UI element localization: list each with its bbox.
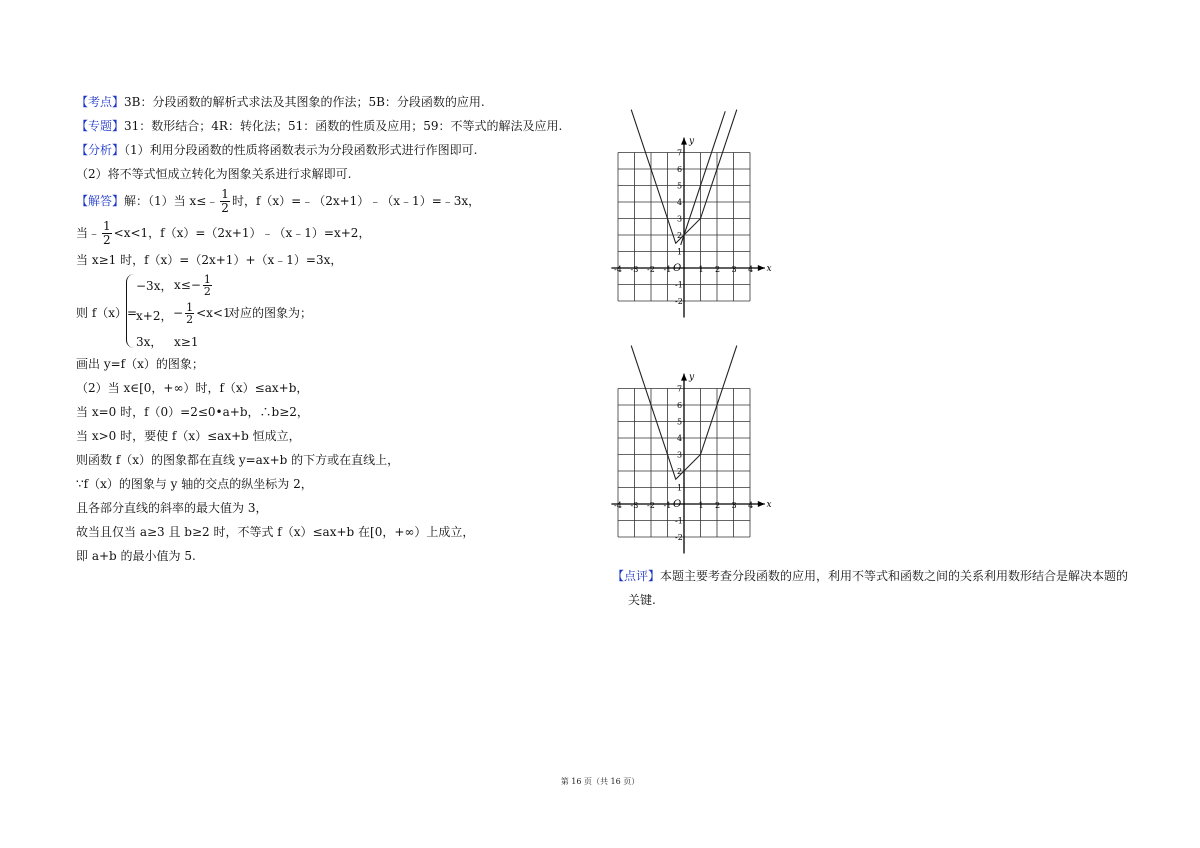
y-tick-label: 1 [677, 247, 683, 257]
x-axis-label: x [766, 500, 772, 510]
jieda-text-8: 当 x>0 时，要使 f（x）≤ax+b 恒成立， [76, 429, 301, 443]
x-tick-label: 3 [731, 501, 737, 510]
x-tick-label: 4 [748, 501, 754, 510]
jieda-text-12: 故当且仅当 a≥3 且 b≥2 时，不等式 f（x）≤ax+b 在[0，+∞）上成立， [76, 525, 475, 539]
y-axis-arrow [681, 374, 687, 381]
fraction-half [185, 302, 194, 325]
jieda-line-7 [76, 404, 309, 420]
jieda-text-5: 画出 y=f（x）的图象； [76, 357, 204, 371]
piecewise-suffix-text: 对应的图象为； [228, 306, 313, 320]
jieda-line-1 [76, 188, 480, 215]
x-tick-label: 3 [731, 265, 737, 274]
case-2-cond: <x<1 [196, 306, 231, 320]
jieda-line-11 [76, 500, 267, 516]
fraction-numerator: 1 [203, 273, 211, 286]
origin-label: O [673, 499, 682, 510]
page-footer: 第 16 页（共 16 页） [560, 777, 640, 786]
x-tick-label: -3 [630, 501, 639, 510]
dianping-line [612, 568, 1128, 584]
x-tick-label: -2 [647, 265, 655, 274]
y-tick-label: -1 [675, 516, 683, 526]
origin-label: O [673, 263, 682, 274]
dianping-tag: 【点评】 [612, 569, 661, 583]
piecewise-suffix [228, 305, 312, 321]
jieda-line-5 [76, 356, 204, 372]
x-tick-label: 2 [715, 501, 721, 510]
jieda-line-6 [76, 380, 308, 396]
y-axis-label: y [689, 372, 695, 383]
y-tick-label: 2 [677, 231, 683, 240]
y-tick-label: 1 [677, 483, 683, 493]
jieda-line-9 [76, 452, 399, 468]
fraction-denominator: 2 [221, 201, 229, 215]
zhuanti-tag: 【专题】 [76, 119, 125, 133]
jieda-text-1b: 时，f（x）=﹣（2x+1）﹣（x﹣1）=﹣3x， [231, 194, 481, 208]
y-tick-label: 3 [677, 214, 683, 224]
jieda-line-3 [76, 252, 342, 268]
x-tick-label: 4 [748, 265, 754, 274]
x-tick-label: 2 [715, 265, 721, 274]
x-tick-label: -3 [630, 265, 639, 274]
fenxi-line-2 [76, 166, 351, 182]
piecewise-label: 则 f（x）= [76, 306, 138, 320]
jieda-tag: 【解答】 [76, 194, 125, 208]
kaodian-tag: 【考点】 [76, 95, 125, 109]
y-tick-label: 5 [677, 181, 683, 191]
jieda-text-3: 当 x≥1 时，f（x）=（2x+1）+（x﹣1）=3x， [76, 253, 343, 267]
y-tick-label: 6 [677, 165, 683, 174]
piecewise-case-1 [136, 278, 172, 294]
jieda-text-7: 当 x=0 时，f（0）=2≤0•a+b，∴b≥2， [76, 405, 309, 419]
y-tick-label: -2 [675, 533, 683, 542]
x-tick-label: -4 [614, 501, 622, 510]
piecewise-case-3-cond [174, 334, 198, 350]
x-tick-label: -1 [663, 501, 672, 510]
dianping-text: 本题主要考查分段函数的应用，利用不等式和函数之间的关系利用数形结合是解决本题的 [660, 569, 1129, 583]
piecewise-case-2-cond: − $\frac{1}{2}$ <x<1 [173, 301, 231, 326]
jieda-text-10: ∵f（x）的图象与 y 轴的交点的纵坐标为 2， [76, 477, 313, 491]
fenxi-text: （1）利用分段函数的性质将函数表示为分段函数形式进行作图即可. [124, 143, 478, 157]
fraction-half [220, 188, 230, 215]
fraction-numerator: 1 [103, 219, 111, 233]
x-tick-label: 1 [698, 265, 704, 274]
piecewise-case-3 [136, 334, 162, 350]
graph-bottom [600, 336, 780, 558]
jieda-line-8 [76, 428, 301, 444]
zhuanti-text: 31：数形结合；4R：转化法；51：函数的性质及应用；59：不等式的解法及应用. [124, 119, 563, 133]
y-tick-label: 6 [677, 401, 683, 410]
x-tick-label: -2 [647, 501, 655, 510]
x-tick-label: -1 [663, 265, 672, 274]
fraction-half [203, 274, 212, 297]
y-tick-label: 7 [677, 148, 683, 158]
piecewise-case-1-cond [174, 274, 214, 297]
y-axis-arrow [681, 138, 687, 145]
fraction-numerator: 1 [186, 301, 194, 314]
y-tick-label: 4 [677, 198, 683, 207]
jieda-text-11: 且各部分直线的斜率的最大值为 3， [76, 501, 268, 515]
fenxi-tag: 【分析】 [76, 143, 125, 157]
case-3-cond: x≥1 [174, 335, 199, 349]
x-tick-label: -4 [614, 265, 622, 274]
case-2-expr: x+2， [136, 309, 173, 323]
y-tick-label: 5 [677, 417, 683, 427]
fraction-denominator: 2 [203, 285, 211, 298]
kaodian-text: 3B：分段函数的解析式求法及其图象的作法；5B：分段函数的应用. [124, 95, 485, 109]
kaodian-line [76, 94, 485, 110]
y-tick-label: 4 [677, 434, 683, 443]
y-tick-label: -2 [675, 297, 683, 306]
graph-top [600, 100, 780, 322]
jieda-line-2 [76, 220, 370, 247]
jieda-text-6: （2）当 x∈[0，+∞）时，f（x）≤ax+b， [76, 381, 309, 395]
fraction-denominator: 2 [186, 313, 194, 326]
y-tick-label: 3 [677, 450, 683, 460]
jieda-text-13: 即 a+b 的最小值为 5. [76, 549, 196, 563]
x-axis-arrow [758, 501, 765, 507]
fenxi-text-2: （2）将不等式恒成立转化为图象关系进行求解即可. [76, 167, 352, 181]
jieda-text-1a: 解：（1）当 x≤﹣ [124, 194, 219, 208]
case-1-expr: −3x， [136, 279, 173, 293]
x-axis-arrow [758, 265, 765, 271]
piecewise-case-2 [136, 308, 172, 324]
line-y-3x-plus-2 [681, 111, 726, 245]
jieda-line-13 [76, 548, 196, 564]
case-1-cond: x≤− [174, 278, 201, 292]
fraction-half [102, 220, 112, 247]
y-tick-label: 7 [677, 384, 683, 394]
dianping-text-2: 关键. [628, 593, 656, 607]
jieda-text-2b: <x<1，f（x）=（2x+1）﹣（x﹣1）=x+2， [113, 226, 371, 240]
dianping-line-2 [628, 592, 656, 608]
y-axis-label: y [689, 136, 695, 147]
y-tick-label: -1 [675, 280, 683, 290]
fraction-numerator: 1 [221, 187, 229, 201]
jieda-line-10 [76, 476, 313, 492]
zhuanti-line [76, 118, 562, 134]
y-tick-label: 2 [677, 467, 683, 476]
jieda-line-12 [76, 524, 474, 540]
jieda-text-2a: 当﹣ [76, 226, 101, 240]
jieda-text-9: 则函数 f（x）的图象都在直线 y=ax+b 的下方或在直线上， [76, 453, 400, 467]
fraction-denominator: 2 [103, 233, 111, 247]
case-3-expr: 3x， [136, 335, 163, 349]
x-axis-label: x [766, 264, 772, 274]
x-tick-label: 1 [698, 501, 704, 510]
fenxi-line [76, 142, 477, 158]
